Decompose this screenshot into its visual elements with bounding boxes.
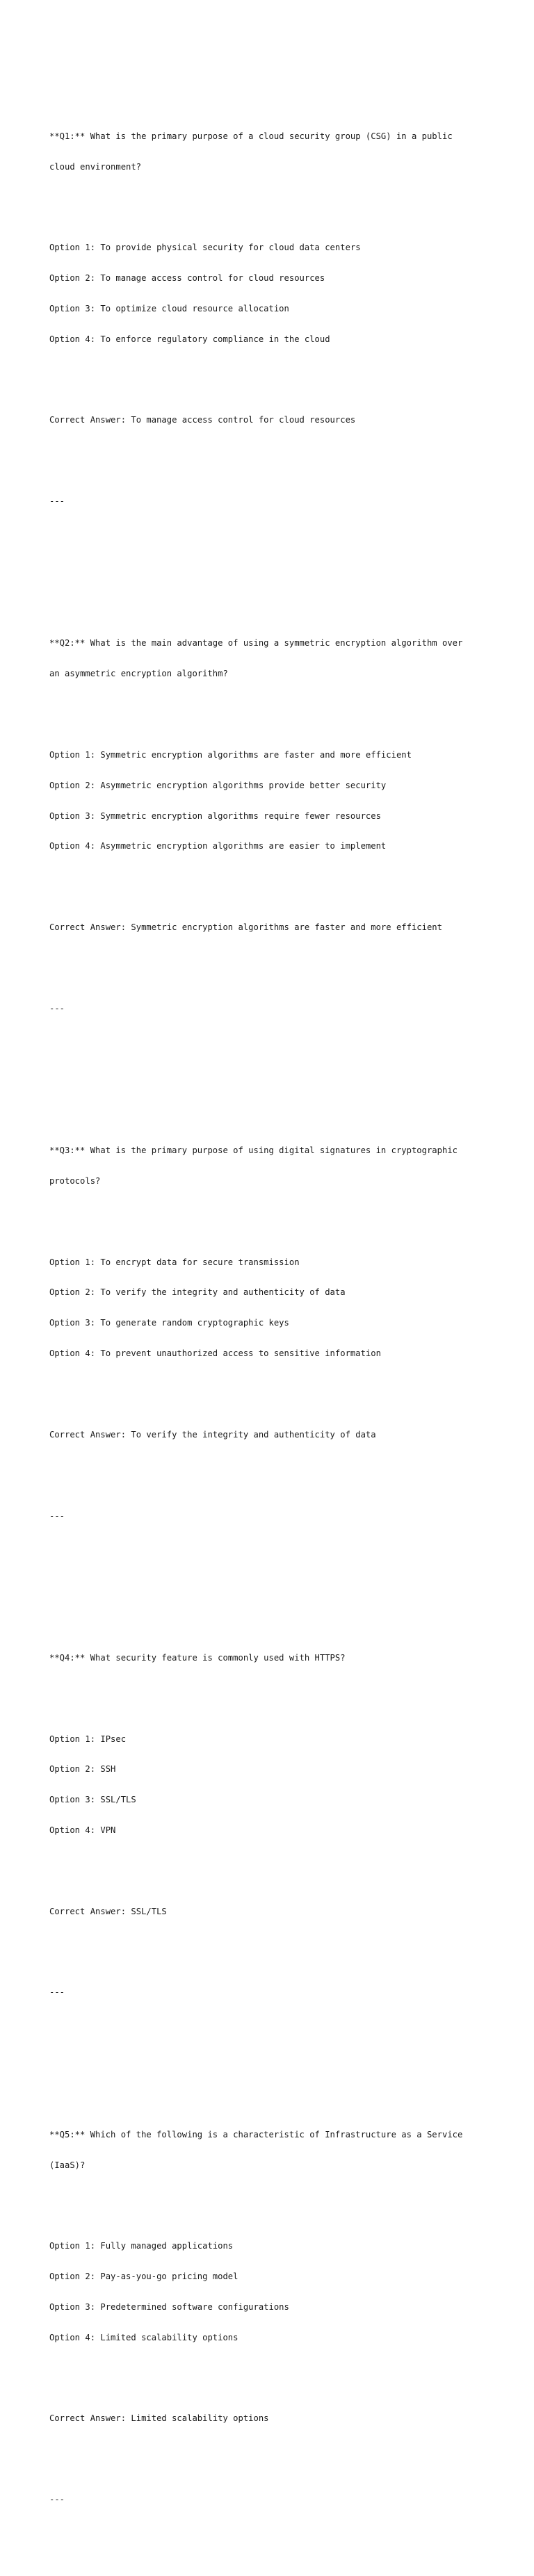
quiz-document: [49, 50, 494, 2576]
separator-line: ---: [49, 1510, 65, 1521]
option-item: Option 1: To encrypt data for secure transmission: [49, 1257, 300, 1267]
question-text: [49, 2110, 494, 2191]
quiz-item-4: [49, 1612, 494, 2048]
separator-line: ---: [49, 1003, 65, 1013]
answer-line: Correct Answer: Limited scalability options: [49, 2413, 269, 2424]
question-line: an asymmetric encryption algorithm?: [49, 669, 228, 679]
separator: [49, 1967, 494, 2018]
question-line: cloud environment?: [49, 161, 142, 172]
question-line: **Q5:** Which of the following is a characteristic of Infrastructure as a Service: [49, 2129, 463, 2139]
options-list: [49, 730, 494, 872]
option-item: Option 3: Symmetric encryption algorithms require fewer resources: [49, 810, 381, 821]
question-line: protocols?: [49, 1175, 101, 1186]
correct-answer: [49, 1886, 494, 1937]
answer-line: Correct Answer: Symmetric encryption algorithms are faster and more efficient: [49, 922, 442, 933]
question-line: **Q1:** What is the primary purpose of a cloud security group (CSG) in a public: [49, 131, 453, 141]
separator-line: ---: [49, 2495, 65, 2505]
question-text: [49, 618, 494, 699]
option-item: Option 4: Asymmetric encryption algorithms are easier to implement: [49, 841, 387, 851]
correct-answer: [49, 902, 494, 953]
question-line: **Q4:** What security feature is commonly used with HTTPS?: [49, 1652, 346, 1663]
correct-answer: [49, 395, 494, 446]
question-text: [49, 111, 494, 193]
option-item: Option 4: Limited scalability options: [49, 2332, 238, 2342]
question-text: [49, 1633, 494, 1684]
answer-line: Correct Answer: To verify the integrity and authenticity of data: [49, 1429, 376, 1440]
question-line: (IaaS)?: [49, 2160, 86, 2170]
separator: [49, 1490, 494, 1541]
answer-line: Correct Answer: To manage access control for cloud resources: [49, 415, 356, 425]
separator: [49, 476, 494, 527]
option-item: Option 1: To provide physical security for cloud data centers: [49, 243, 361, 253]
option-item: Option 4: To prevent unauthorized access to sensitive information: [49, 1348, 381, 1358]
separator: [49, 2475, 494, 2525]
options-list: [49, 222, 494, 364]
quiz-item-5: [49, 2089, 494, 2555]
question-line: **Q3:** What is the primary purpose of using digital signatures in cryptographic: [49, 1146, 458, 1156]
quiz-item-3: [49, 1105, 494, 1572]
option-item: Option 1: Symmetric encryption algorithms are faster and more efficient: [49, 749, 412, 760]
option-item: Option 3: SSL/TLS: [49, 1795, 136, 1805]
option-item: Option 2: Asymmetric encryption algorithms provide better security: [49, 780, 387, 790]
option-item: Option 4: VPN: [49, 1825, 116, 1835]
option-item: Option 3: Predetermined software configurations: [49, 2301, 289, 2312]
question-line: **Q2:** What is the main advantage of using a symmetric encryption algorithm over: [49, 638, 463, 649]
options-list: [49, 1713, 494, 1855]
option-item: Option 2: SSH: [49, 1764, 116, 1775]
option-item: Option 3: To generate random cryptographic keys: [49, 1318, 289, 1328]
options-list: [49, 2221, 494, 2363]
separator-line: ---: [49, 496, 65, 507]
option-item: Option 2: Pay-as-you-go pricing model: [49, 2272, 238, 2282]
quiz-item-1: [49, 90, 494, 557]
correct-answer: [49, 2393, 494, 2444]
separator: [49, 984, 494, 1034]
correct-answer: [49, 1410, 494, 1460]
option-item: Option 1: Fully managed applications: [49, 2241, 234, 2251]
quiz-item-2: [49, 598, 494, 1064]
option-item: Option 2: To verify the integrity and authenticity of data: [49, 1287, 346, 1298]
option-item: Option 3: To optimize cloud resource allocation: [49, 303, 289, 313]
option-item: Option 4: To enforce regulatory compliance in the cloud: [49, 334, 330, 344]
question-text: [49, 1125, 494, 1207]
answer-line: Correct Answer: SSL/TLS: [49, 1906, 167, 1916]
option-item: Option 2: To manage access control for cloud resources: [49, 273, 325, 284]
separator-line: ---: [49, 1987, 65, 1998]
options-list: [49, 1237, 494, 1378]
option-item: Option 1: IPsec: [49, 1734, 127, 1744]
